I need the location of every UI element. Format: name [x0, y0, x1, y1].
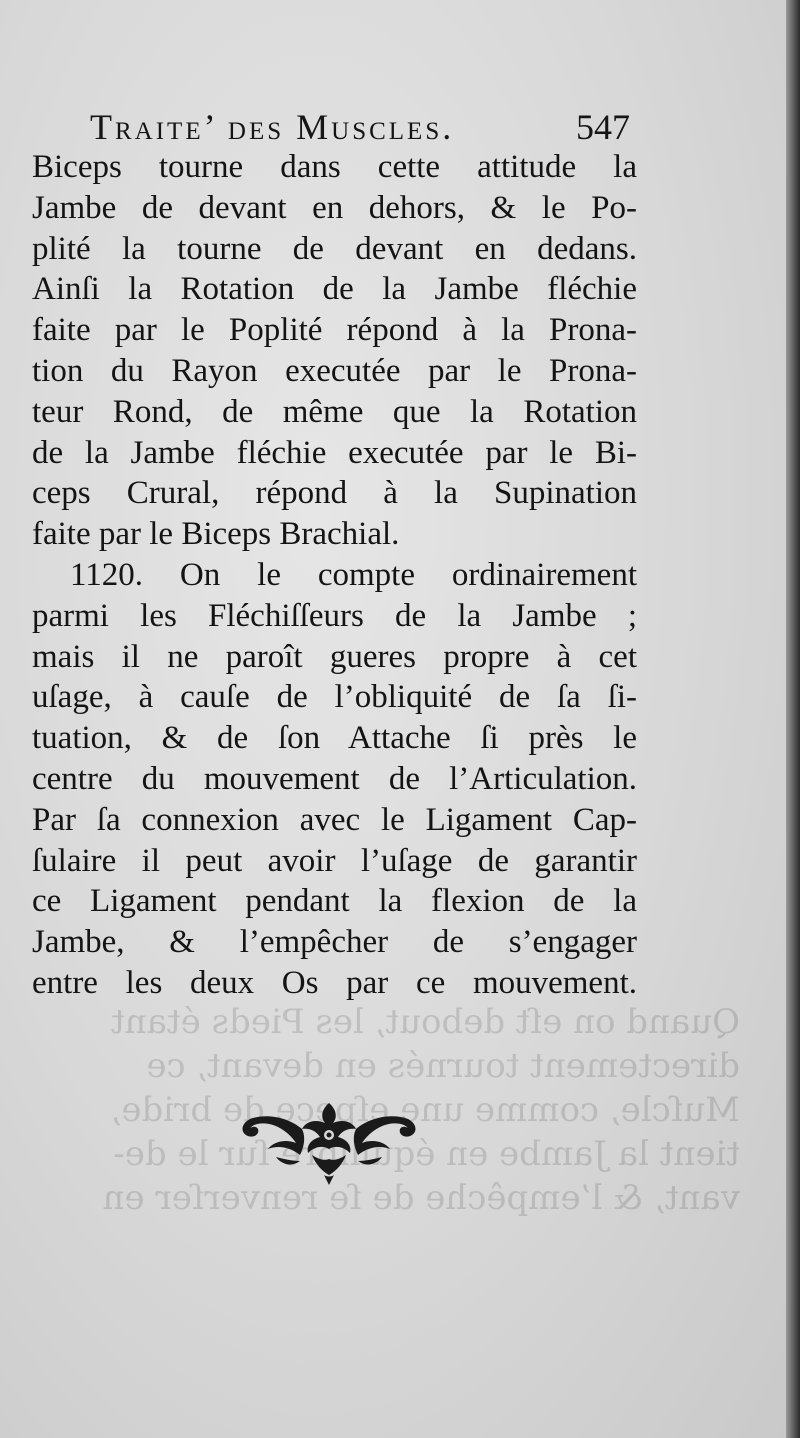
body-text — [32, 147, 637, 1004]
text-line: tuation, & de ſon Attache ſi près le — [32, 720, 637, 757]
text-line: faite par le Biceps Brachial. — [32, 516, 400, 553]
show-through-text: Quand on eſt debout, les Pieds étant directement tournés en devant, ce Muſcle, comme une de bride, tient la Jambe en ſur le de- vant, & l’empêche de ſe renverſer en — [102, 1002, 740, 1218]
text-line: parmi les Fléchiſſeurs de la Jambe ; — [32, 597, 637, 634]
text-line: Jambe, & l’empêcher de s’engager — [32, 924, 637, 961]
text-line: Biceps tourne dans cette attitude la — [32, 149, 637, 185]
text-line: plité la tourne de devant en dedans. — [32, 230, 637, 267]
text-line: de la Jambe fléchie executée par le Bi- — [32, 434, 637, 471]
text-line: Ainſi la Rotation de la Jambe fléchie — [32, 271, 637, 308]
text-line: ceps Crural, répond à la Supination — [32, 475, 637, 512]
text-line: uſage, à cauſe de l’obliquité de ſa ſi- — [32, 679, 637, 716]
text-line: Jambe de devant en dehors, & le Po- — [32, 189, 637, 226]
text-line: faite par le Poplité répond à la Prona- — [32, 312, 637, 349]
page-number: 547 — [576, 107, 630, 147]
text-line: teur Rond, de même que la Rotation — [32, 393, 637, 430]
text-line: mais il ne paroît gueres propre à cet — [32, 638, 637, 675]
paragraph-start-line: 1120. On le compte ordinairement — [70, 556, 637, 593]
text-line: ce Ligament pendant la flexion de la — [32, 883, 637, 920]
text-line: Par ſa connexion avec le Ligament Cap- — [32, 801, 637, 838]
fleuron-ornament-icon — [236, 1095, 422, 1187]
book-spine-shadow — [786, 0, 800, 1438]
running-header — [90, 100, 630, 150]
text-line: ſulaire il peut avoir l’uſage de garantir — [32, 842, 637, 879]
text-line: tion du Rayon executée par le Prona- — [32, 352, 637, 389]
running-title: Traite’ des Muscles. — [90, 107, 455, 147]
text-line: centre du mouvement de l’Articulation. — [32, 760, 637, 797]
text-line: entre les deux Os par ce mouvement. — [32, 964, 637, 1001]
